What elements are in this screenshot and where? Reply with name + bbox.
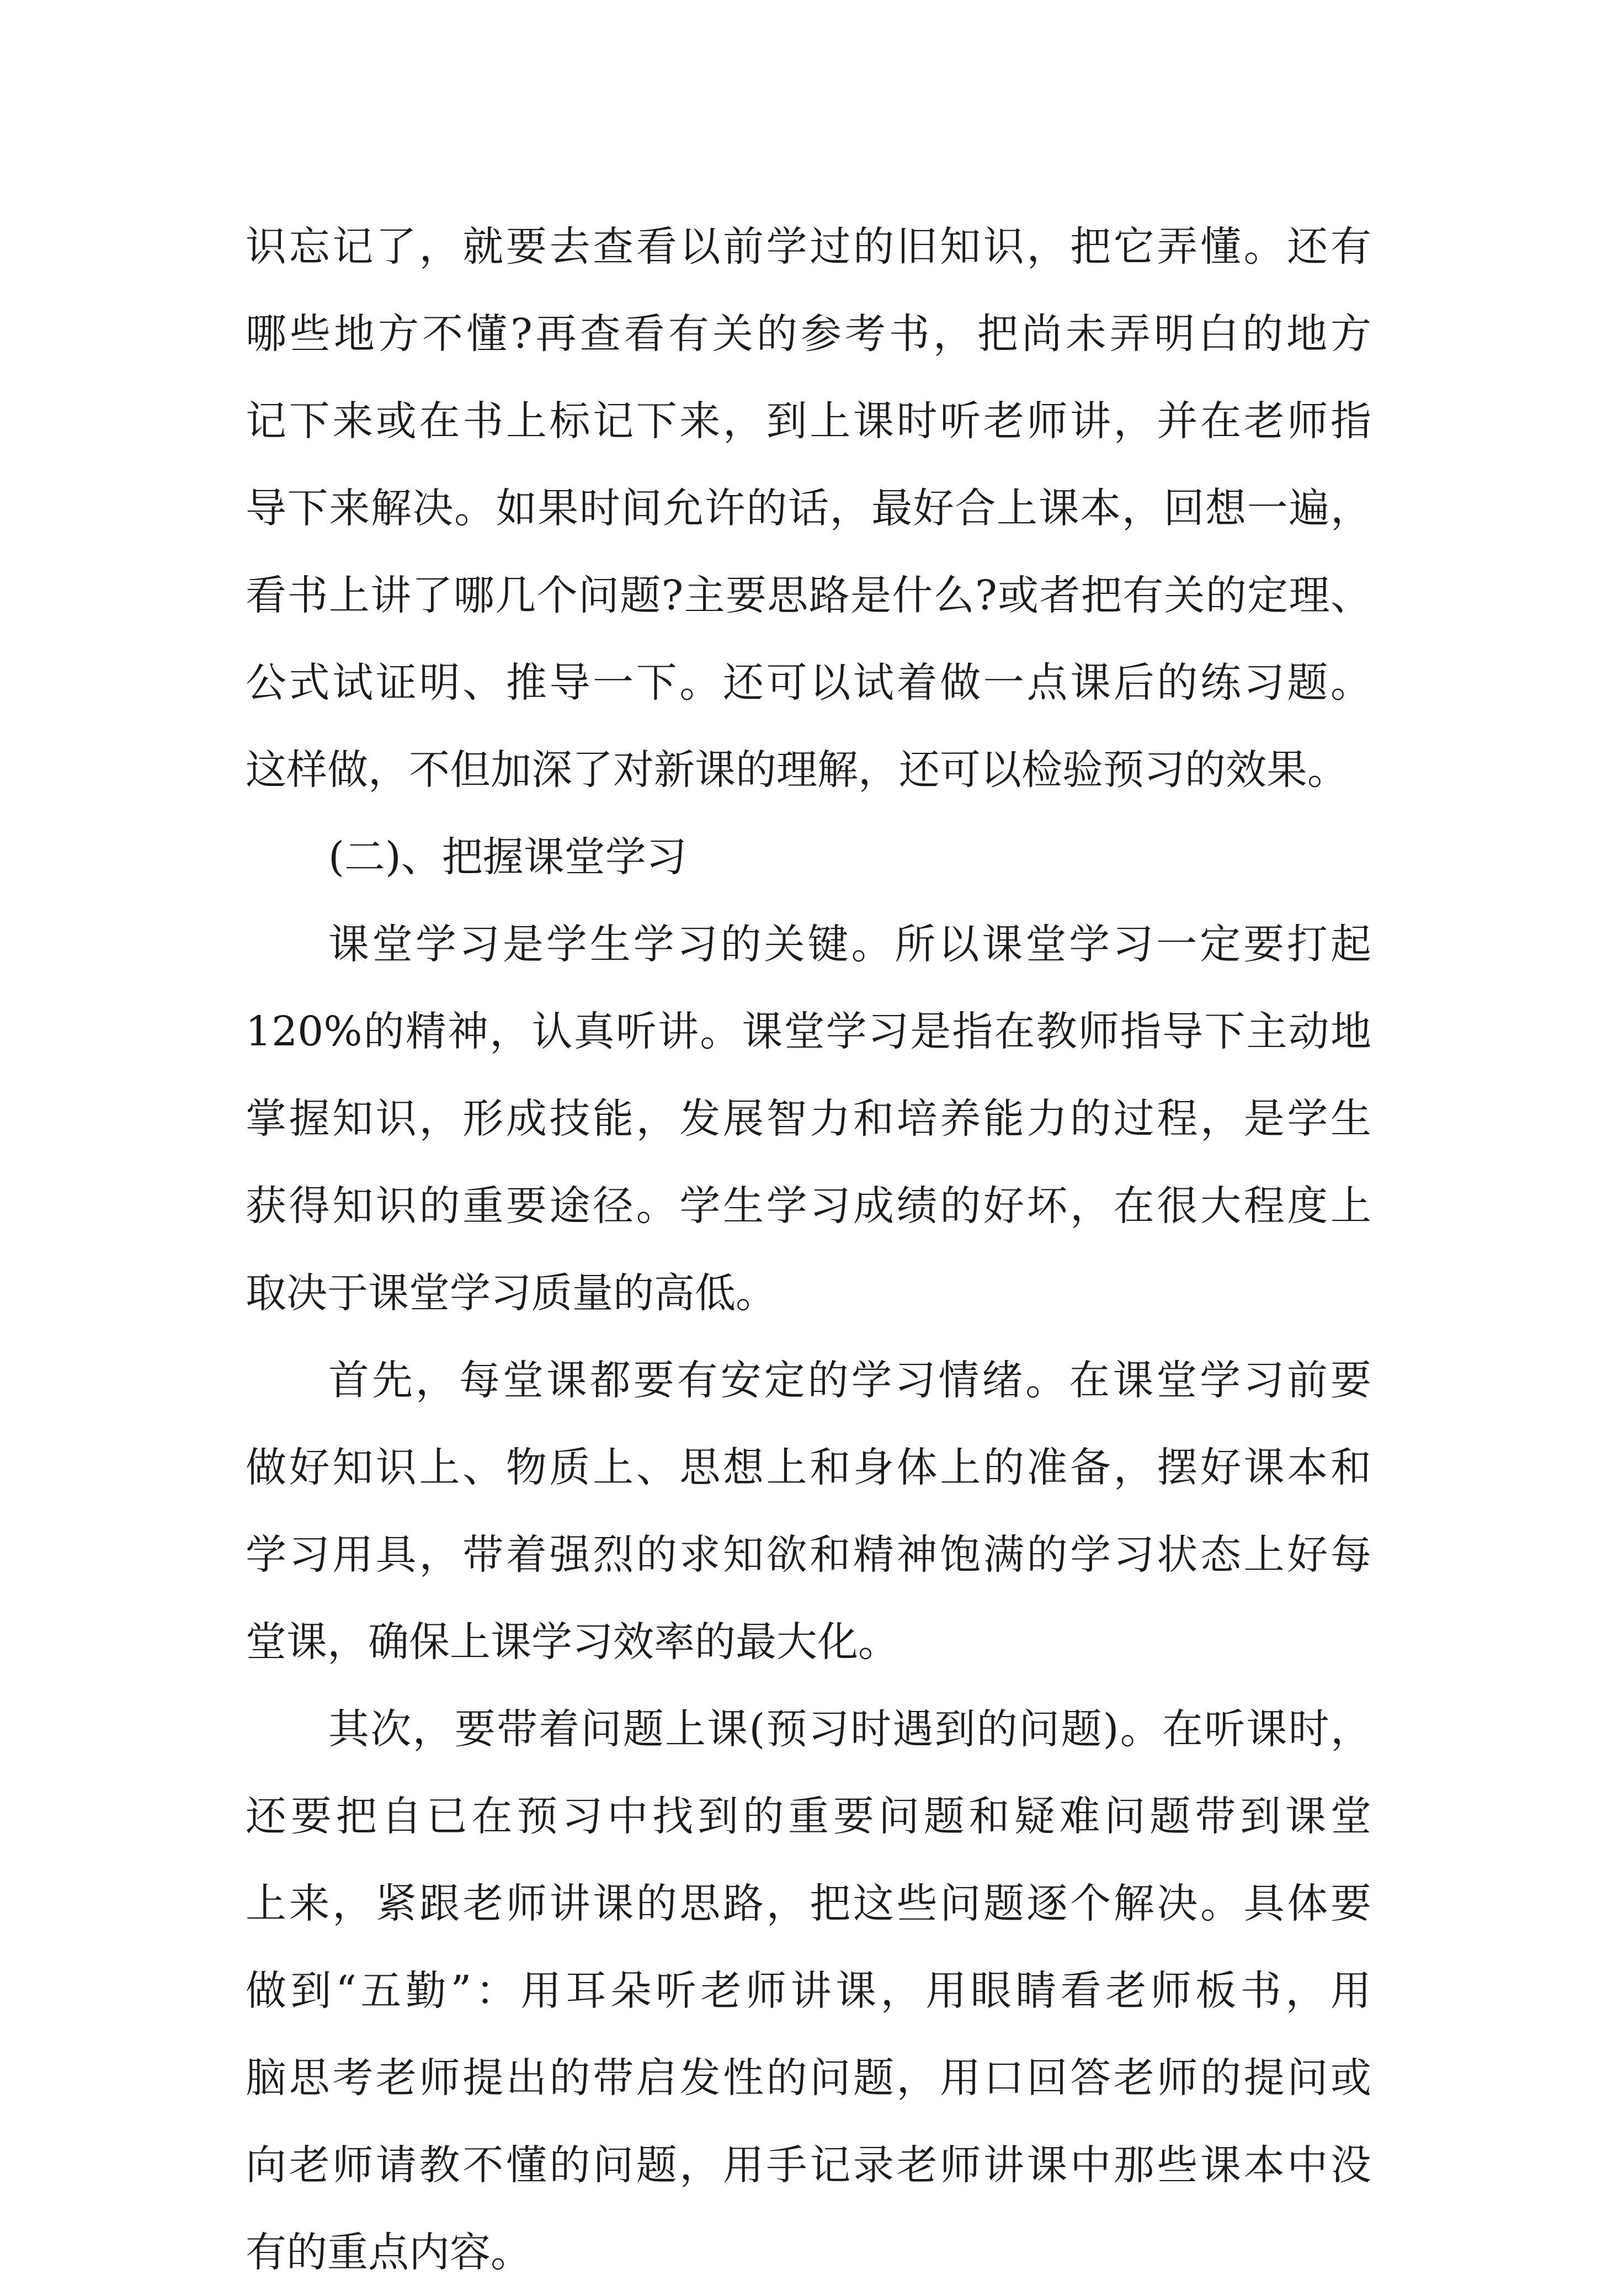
text-line: 脑思考老师提出的带启发性的问题，用口回答老师的提问或 (246, 2054, 1371, 2102)
text-line: 掌握知识，形成技能，发展智力和培养能力的过程，是学生 (246, 1095, 1371, 1142)
paragraph (246, 901, 1371, 1337)
text-line: 看书上讲了哪几个问题?主要思路是什么?或者把有关的定理、 (246, 572, 1371, 619)
text-line: 记下来或在书上标记下来，到上课时听老师讲，并在老师指 (246, 397, 1371, 445)
heading-text: (二)、把握课堂学习 (328, 833, 687, 881)
text-line: 导下来解决。如果时间允许的话，最好合上课本，回想一遍， (246, 485, 1371, 532)
text-line: 120%的精神，认真听讲。课堂学习是指在教师指导下主动地 (246, 1008, 1371, 1055)
text-line: 获得知识的重要途径。学生学习成绩的好坏，在很大程度上 (246, 1182, 1371, 1230)
text-line: 学习用具，带着强烈的求知欲和精神饱满的学习状态上好每 (246, 1531, 1371, 1578)
text-line: 首先，每堂课都要有安定的学习情绪。在课堂学习前要 (328, 1357, 1371, 1404)
text-line: 哪些地方不懂?再查看有关的参考书，把尚未弄明白的地方 (246, 310, 1371, 358)
text-line: 识忘记了，就要去查看以前学过的旧知识，把它弄懂。还有 (246, 223, 1371, 270)
text-line: 上来，紧跟老师讲课的思路，把这些问题逐个解决。具体要 (246, 1880, 1371, 1927)
paragraph (246, 1337, 1371, 1686)
text-line: 其次，要带着问题上课(预习时遇到的问题)。在听课时， (328, 1705, 1371, 1753)
text-line: 有的重点内容。 (246, 2229, 531, 2276)
text-line: 公式试证明、推导一下。还可以试着做一点课后的练习题。 (246, 659, 1371, 706)
paragraph (246, 1686, 1371, 2296)
text-line: 做到“五勤”：用耳朵听老师讲课，用眼睛看老师板书，用 (246, 1967, 1371, 2015)
text-line: 取决于课堂学习质量的高低。 (246, 1269, 776, 1317)
text-line: 课堂学习是学生学习的关键。所以课堂学习一定要打起 (328, 921, 1371, 968)
text-line: 还要把自已在预习中找到的重要问题和疑难问题带到课堂 (246, 1793, 1371, 1840)
document-body (246, 203, 1371, 2296)
section-heading (246, 814, 1371, 901)
text-line: 向老师请教不懂的问题，用手记录老师讲课中那些课本中没 (246, 2141, 1371, 2189)
text-line: 堂课，确保上课学习效率的最大化。 (246, 1618, 899, 1666)
paragraph-continuation (246, 203, 1371, 814)
text-line: 这样做，不但加深了对新课的理解，还可以检验预习的效果。 (246, 746, 1348, 794)
text-line: 做好知识上、物质上、思想上和身体上的准备，摆好课本和 (246, 1444, 1371, 1491)
